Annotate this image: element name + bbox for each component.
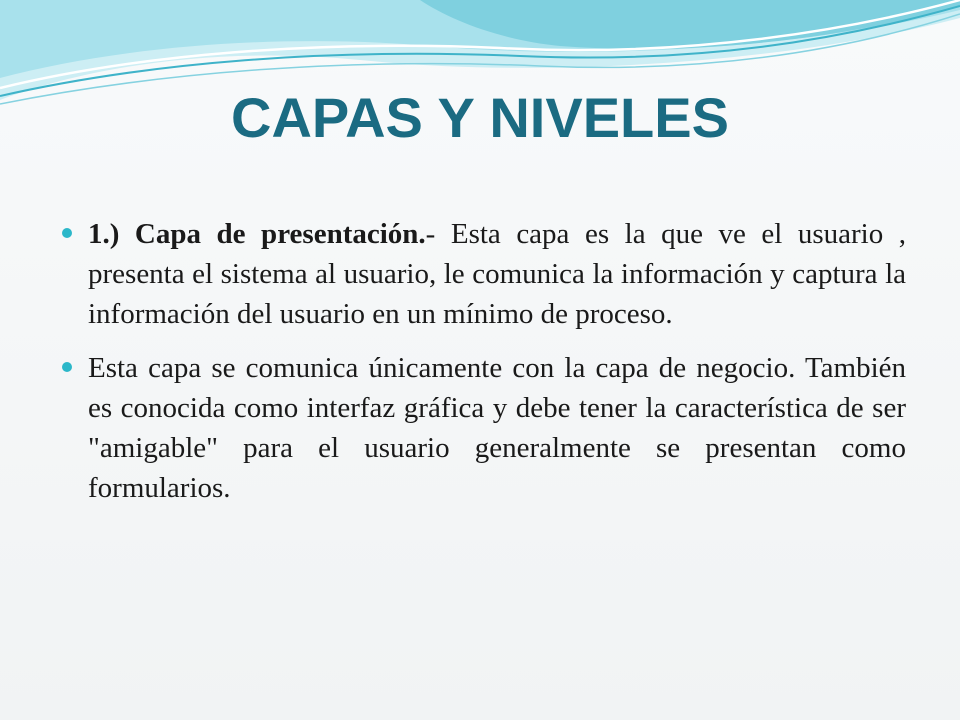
bullet-text: Esta capa se comunica únicamente con la capa de negocio. También es conocida como interfaz gráfica y debe tener la característica de ser "amigable" para el usuario generalmente se presentan como formularios. xyxy=(88,352,906,504)
bullet-lead: 1.) Capa de presentación. xyxy=(88,218,426,250)
bullet-item xyxy=(58,348,906,508)
bullet-item xyxy=(58,214,906,334)
bullet-dot-icon xyxy=(62,228,72,238)
bullet-list xyxy=(58,214,906,522)
slide-title: CAPAS Y NIVELES xyxy=(231,86,729,149)
bullet-text: - Esta capa es la que ve el usuario , presenta el sistema al usuario, le comunica la información y captura la información del usuario en un mínimo de proceso. xyxy=(88,218,906,330)
bullet-dot-icon xyxy=(62,362,72,372)
